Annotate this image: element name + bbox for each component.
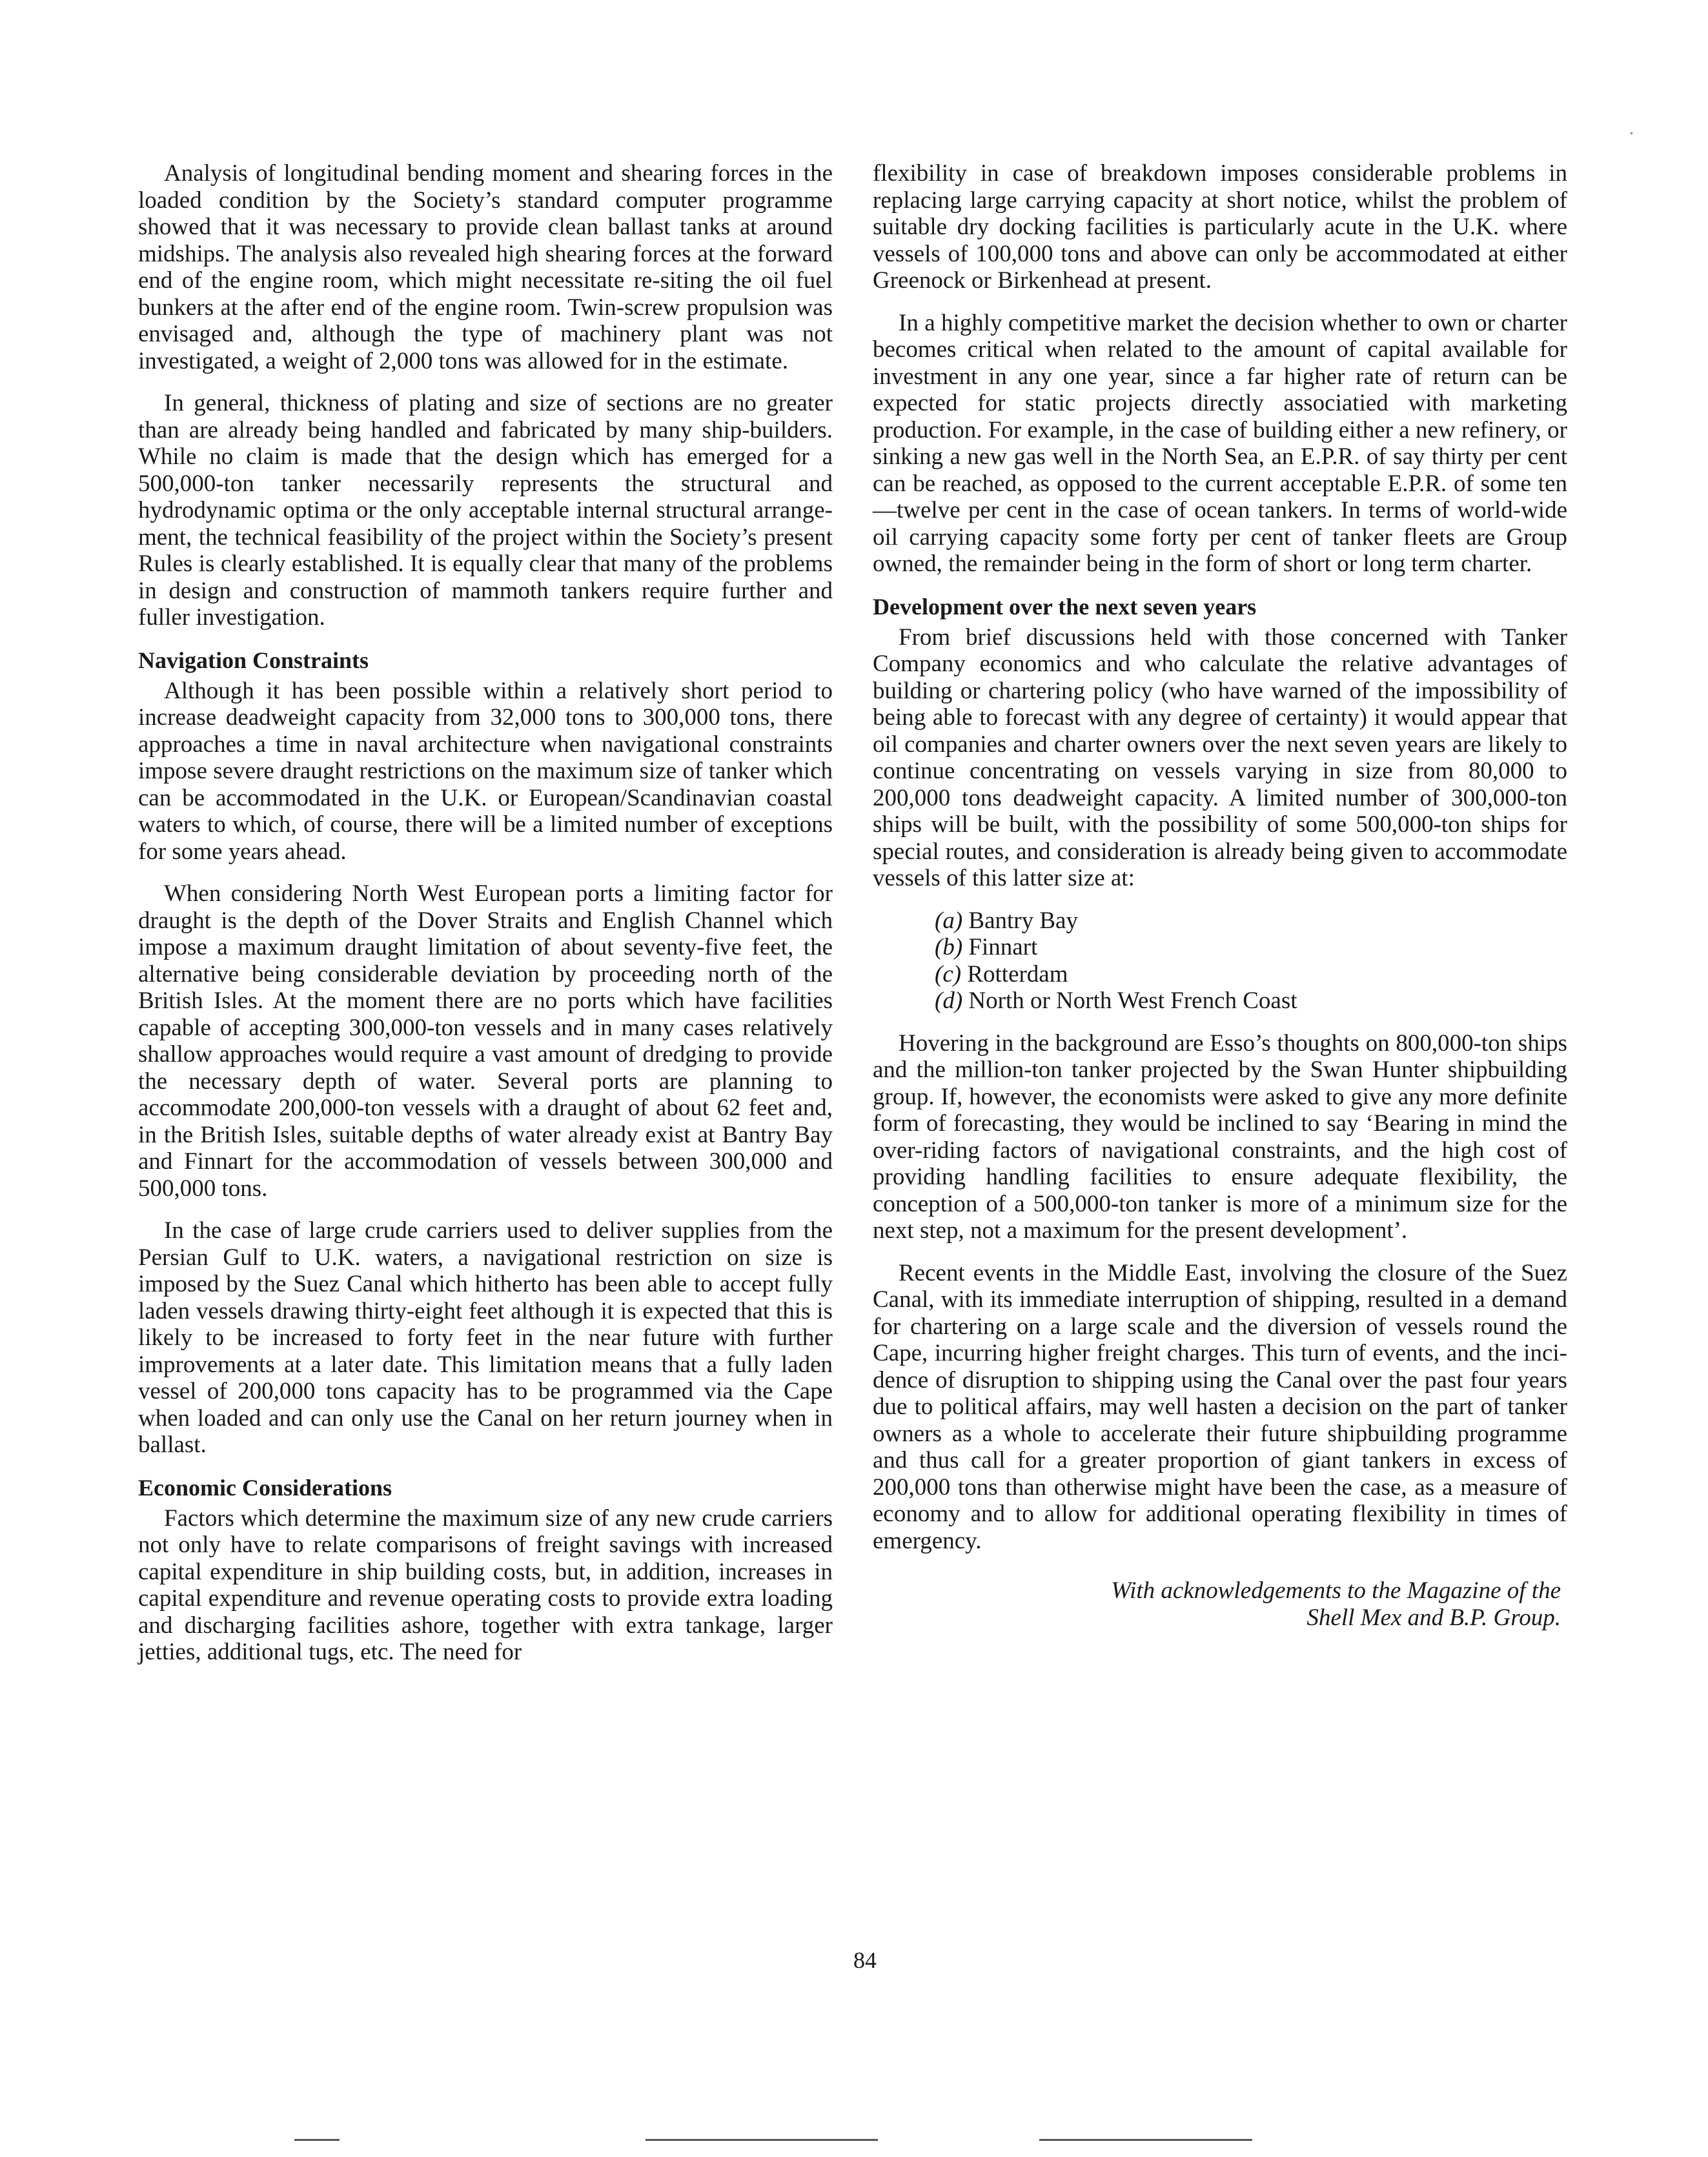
list-item-text: Rotterdam — [967, 960, 1068, 987]
scan-artifact-line — [294, 2139, 340, 2141]
list-item-text: Finnart — [968, 934, 1038, 960]
paragraph-ballast-analysis: Analysis of longitudinal bending moment and shearing forces in the loaded condition by the Society’s standard computer programme showed that it was necessary to provide clean ballast tanks at around midships. The analysis also revealed high shearing forces at the forward end of the engine room, which might necessitate re-siting the oil fuel bunkers at the after end of the engine room. Twin-screw propulsion was envisaged and, although the type of machinery plant was not investigated, a weight of 2,000 tons was allowed for in the estimate. — [138, 160, 833, 374]
paragraph-tanker-economics: From brief discussions held with those concerned with Tanker Company economics and who calculate the relative advantages of building or chartering policy (who have warned of the impossibility of being able to forecast with any degree of certainty) it would appear that oil companies and charter owners over the next seven years are likely to continue concentrating on vessels varying in size from 80,000 to 200,000 tons deadweight capacity. A limited number of 300,000-ton ships will be built, with the possibility of some 500,000-ton ships for special routes, and consideration is already being given to accommodate vessels of this latter size at: — [873, 623, 1567, 891]
list-item — [935, 987, 1567, 1015]
paragraph-esso-thoughts: Hovering in the background are Esso’s thoughts on 800,000-ton ships and the million-ton tanker projected by the Swan Hunter shipbuilding group. If, however, the economists were asked to give any more definite form of forecasting, they would be inclined to say ‘Bearing in mind the over-riding factors of navigational constraints, and the high cost of providing handling facilities to ensure adequate flexibility, the conception of a 500,000-ton tanker is more of a minimum size for the next step, not a maximum for the present development’. — [873, 1029, 1567, 1244]
list-item-letter: (d) — [935, 987, 963, 1014]
paragraph-suez-canal-restriction: In the case of large crude carriers used to deliver supplies from the Persian Gulf to U.K. waters, a navigational restriction on size is imposed by the Suez Canal which hitherto has been able to accept fully laden vessels drawing thirty-eight feet although it is expected that this is likely to be increased to forty feet in the near future with further improvements at a later date. This limitation means that a fully laden vessel of 200,000 tons capacity has to be programmed via the Cape when loaded and can only use the Canal on her return journey when in ballast. — [138, 1217, 833, 1458]
list-item-letter: (b) — [935, 934, 963, 960]
acknowledgement-line-2: Shell Mex and B.P. Group. — [1306, 1605, 1561, 1631]
list-item-text: North or North West French Coast — [968, 987, 1297, 1014]
scan-speck — [1631, 132, 1632, 134]
heading-navigation-constraints: Navigation Constraints — [138, 647, 369, 673]
paragraph-maximum-size-factors: Factors which determine the maximum size of any new crude carriers not only have to relate comparisons of freight savings with increased capital expenditure in ship building costs, but, in addition, increases in capital expenditure and revenue operating costs to provide extra loading and discharging facilities ashore, together with extra tankage, larger jetties, additional tugs, etc. The need for — [138, 1504, 833, 1665]
scan-artifact-line — [646, 2139, 878, 2141]
heading-development: Development over the next seven years — [873, 593, 1257, 620]
left-column — [138, 160, 833, 1681]
paragraph-deadweight-capacity: Although it has been possible within a relatively short period to increase deadweight capacity from 32,000 tons to 300,000 tons, there approaches a time in naval architecture when navigational constraints impose severe draught restrictions on the maximum size of tanker which can be accommodated in the U.K. or European/Scandinavian coastal waters to which, of course, there will be a limited number of exceptions for some years ahead. — [138, 677, 833, 865]
paragraph-flexibility: flexibility in case of breakdown imposes considerable problems in replacing large carrying capacity at short notice, whilst the problem of suitable dry docking facilities is particularly acute in the U.K. where vessels of 100,000 tons and above can only be accommodated at either Greenock or Birkenhead at present. — [873, 160, 1567, 294]
port-list — [873, 907, 1567, 1015]
right-column — [873, 160, 1567, 1632]
paragraph-north-west-ports: When considering North West European ports a limiting factor for draught is the depth of the Dover Straits and English Channel which impose a maximum draught limitation of about seventy-five feet, the alternative being considerable deviation by proceeding north of the British Isles. At the moment there are no ports which have facilities capable of accepting 300,000-ton vessels and in many cases relatively shallow approaches would require a vast amount of dredging to provide the necessary depth of water. Several ports are planning to accommodate 200,000-ton vessels with a draught of about 62 feet and, in the British Isles, suitable depths of water already exist at Bantry Bay and Finnart for the accommodation of vessels between 300,000 and 500,000 tons. — [138, 880, 833, 1202]
paragraph-feasibility: In general, thickness of plating and size of sections are no greater than are already being handled and fabricated by many ship-builders. While no claim is made that the design which has emerged for a 500,000-ton tanker necessarily represents the structural and hydrodynamic optima or the only acceptable internal structural arrangement, the technical feasibility of the project within the Society’s present Rules is clearly established. It is equally clear that many of the problems in design and construction of mammoth tankers require further and fuller investigation. — [138, 390, 833, 631]
heading-economic-considerations: Economic Considerations — [138, 1474, 392, 1501]
list-item-letter: (c) — [935, 960, 962, 987]
list-item-text: Bantry Bay — [968, 907, 1078, 934]
list-item-letter: (a) — [935, 907, 963, 934]
list-item — [935, 934, 1567, 961]
scan-artifact-line — [1039, 2139, 1252, 2141]
paragraph-middle-east-events: Recent events in the Middle East, involving the closure of the Suez Canal, with its immediate interruption of shipping, resulted in a demand for chartering on a large scale and the diversion of vessels round the Cape, incurring higher freight charges. This turn of events, and the incidence of disruption to shipping using the Canal over the past four years due to political affairs, may well hasten a decision on the part of tanker owners as a whole to accelerate their future shipbuilding programme and thus call for a greater proportion of giant tankers in excess of 200,000 tons than otherwise might have been the case, as a measure of economy and to allow for additional operating flexibility in times of emergency. — [873, 1259, 1567, 1554]
page-number: 84 — [853, 1947, 877, 1973]
list-item — [935, 907, 1567, 935]
paragraph-own-or-charter: In a highly competitive market the decision whether to own or charter becomes critical when related to the amount of capital available for investment in any one year, since a far higher rate of return can be expected for static projects directly associatied with marketing production. For example, in the case of building either a new refinery, or sinking a new gas well in the North Sea, an E.P.R. of say thirty per cent can be reached, as opposed to the current acceptable E.P.R. of some ten—twelve per cent in the case of ocean tankers. In terms of world-wide oil carrying capacity some forty per cent of tanker fleets are Group owned, the remainder being in the form of short or long term charter. — [873, 309, 1567, 577]
list-item — [935, 961, 1567, 988]
acknowledgement-line-1: With acknowledgements to the Magazine of the — [1111, 1577, 1561, 1604]
acknowledgement — [873, 1577, 1567, 1632]
